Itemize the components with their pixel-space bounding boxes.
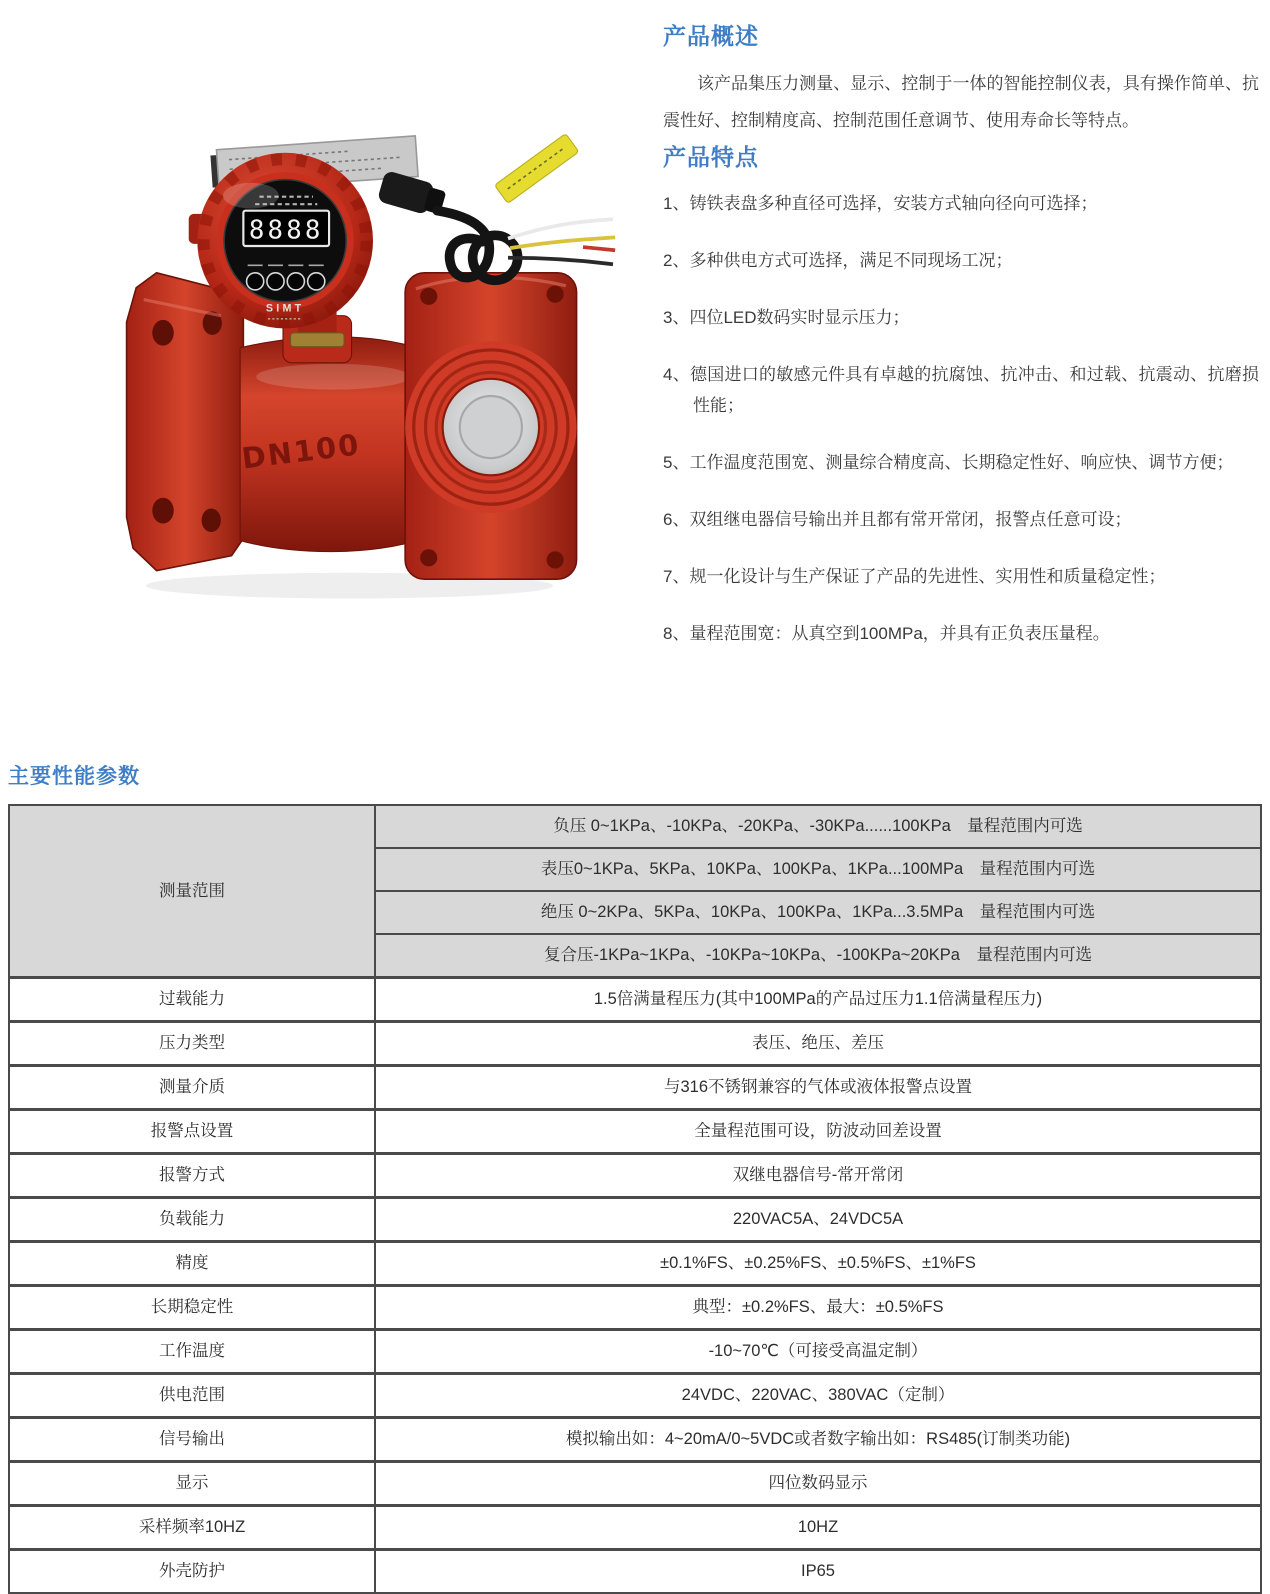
wire-red	[583, 247, 615, 250]
spec-label: 测量范围	[9, 805, 375, 978]
spec-value: 10HZ	[375, 1506, 1261, 1550]
spec-value: -10~70℃（可接受高温定制）	[375, 1330, 1261, 1374]
feature-item: 8、量程范围宽：从真空到100MPa，并具有正负表压量程。	[663, 624, 1110, 643]
features-title: 产品特点	[663, 144, 759, 170]
table-row	[9, 1110, 1261, 1154]
spec-value: 复合压-1KPa~1KPa、-10KPa~10KPa、-100KPa~20KPa 量程范围内可选	[375, 934, 1261, 978]
table-row	[9, 1286, 1261, 1330]
overview-title: 产品概述	[663, 23, 759, 49]
feature-item: 7、规一化设计与生产保证了产品的先进性、实用性和质量稳定性；	[663, 567, 1166, 586]
table-row	[9, 1022, 1261, 1066]
feature-item: 6、双组继电器信号输出并且都有常开常闭，报警点任意可设；	[663, 510, 1132, 529]
left-flange	[127, 273, 244, 571]
pipe-marking: DN100	[239, 427, 363, 476]
right-column	[663, 18, 1259, 675]
spec-table	[8, 804, 1262, 1594]
table-row	[9, 978, 1261, 1022]
table-row	[9, 1242, 1261, 1286]
spec-value: 表压0~1KPa、5KPa、10KPa、100KPa、1KPa...100MPa 量程范围内可选	[375, 848, 1261, 891]
spec-label: 压力类型	[9, 1022, 375, 1066]
spec-label: 外壳防护	[9, 1550, 375, 1594]
device-button	[267, 273, 284, 290]
device-button	[308, 273, 325, 290]
spec-value: 双继电器信号-常开常闭	[375, 1154, 1261, 1198]
feature-item: 1、铸铁表盘多种直径可选择，安装方式轴向径向可选择；	[663, 194, 1098, 213]
spec-label: 供电范围	[9, 1374, 375, 1418]
table-row	[9, 1418, 1261, 1462]
spec-label: 报警点设置	[9, 1110, 375, 1154]
brand-label: SIMT	[265, 302, 305, 315]
table-row	[9, 1462, 1261, 1506]
spec-value: 220VAC5A、24VDC5A	[375, 1198, 1261, 1242]
feature-item: 2、多种供电方式可选择，满足不同现场工况；	[663, 251, 1013, 270]
feature-list	[663, 188, 1259, 649]
spec-label: 信号输出	[9, 1418, 375, 1462]
specs-section	[8, 760, 1262, 1594]
spec-value: 与316不锈钢兼容的气体或液体报警点设置	[375, 1066, 1261, 1110]
device-button	[247, 273, 264, 290]
table-row	[9, 1374, 1261, 1418]
cable-tag	[495, 134, 579, 204]
spec-value: 1.5倍满量程压力(其中100MPa的产品过压力1.1倍满量程压力)	[375, 978, 1261, 1022]
spec-label: 精度	[9, 1242, 375, 1286]
feature-item: 3、四位LED数码实时显示压力；	[663, 308, 910, 327]
feature-item: 4、德国进口的敏感元件具有卓越的抗腐蚀、抗冲击、和过载、抗震动、抗磨损性能；	[663, 365, 1259, 415]
table-row	[9, 805, 1261, 848]
wire-white	[508, 219, 613, 238]
spec-value: ±0.1%FS、±0.25%FS、±0.5%FS、±1%FS	[375, 1242, 1261, 1286]
spec-value: 全量程范围可设，防波动回差设置	[375, 1110, 1261, 1154]
table-row	[9, 1154, 1261, 1198]
spec-label: 显示	[9, 1462, 375, 1506]
table-row	[9, 1330, 1261, 1374]
specs-title: 主要性能参数	[8, 765, 140, 788]
feature-item: 5、工作温度范围宽、测量综合精度高、长期稳定性好、响应快、调节方便；	[663, 453, 1234, 472]
spec-label: 长期稳定性	[9, 1286, 375, 1330]
pressure-controller-illustration	[28, 112, 628, 605]
table-row	[9, 1066, 1261, 1110]
spec-label: 采样频率10HZ	[9, 1506, 375, 1550]
spec-value: IP65	[375, 1550, 1261, 1594]
spec-value: 负压 0~1KPa、-10KPa、-20KPa、-30KPa......100KPa 量程范围内可选	[375, 805, 1261, 848]
spec-value: 绝压 0~2KPa、5KPa、10KPa、100KPa、1KPa...3.5MPa 量程范围内可选	[375, 891, 1261, 934]
spec-label: 测量介质	[9, 1066, 375, 1110]
display-digits: 8888	[248, 215, 324, 246]
spec-value: 表压、绝压、差压	[375, 1022, 1261, 1066]
right-flange	[405, 273, 576, 579]
spec-label: 负载能力	[9, 1198, 375, 1242]
spec-value: 四位数码显示	[375, 1462, 1261, 1506]
product-photo	[28, 112, 628, 607]
table-row	[9, 1198, 1261, 1242]
spec-value: 24VDC、220VAC、380VAC（定制）	[375, 1374, 1261, 1418]
table-row	[9, 1506, 1261, 1550]
spec-value: 模拟输出如：4~20mA/0~5VDC或者数字输出如：RS485(订制类功能)	[375, 1418, 1261, 1462]
spec-value: 典型：±0.2%FS、最大：±0.5%FS	[375, 1286, 1261, 1330]
wire-yellow	[510, 237, 615, 248]
spec-label: 报警方式	[9, 1154, 375, 1198]
overview-body: 该产品集压力测量、显示、控制于一体的智能控制仪表，具有操作简单、抗震性好、控制精度高、控制范围任意调节、使用寿命长等特点。	[663, 74, 1259, 130]
device-button	[287, 273, 304, 290]
table-row	[9, 1550, 1261, 1594]
spec-label: 过载能力	[9, 978, 375, 1022]
wire-black	[508, 258, 613, 264]
spec-label: 工作温度	[9, 1330, 375, 1374]
